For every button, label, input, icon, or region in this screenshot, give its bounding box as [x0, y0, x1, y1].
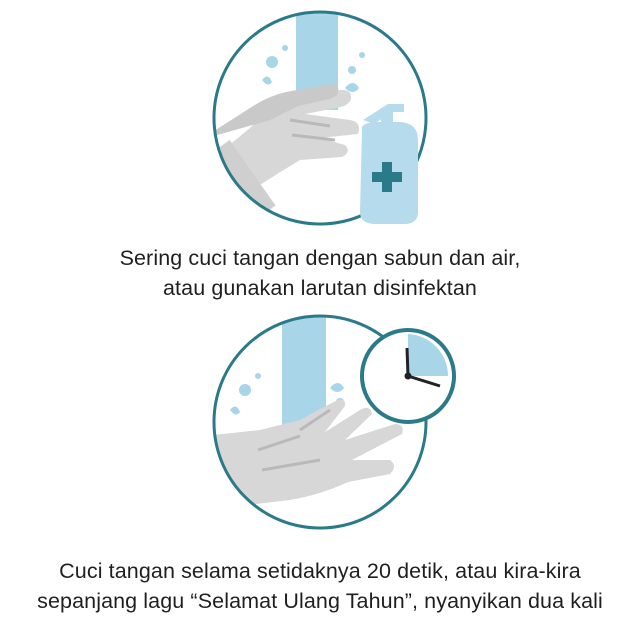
soap-bottle-icon [360, 104, 418, 224]
hand-timer-illustration [0, 310, 640, 560]
caption-line: Sering cuci tangan dengan sabun dan air, [119, 246, 521, 270]
hands-washing-icon [180, 0, 365, 240]
step-2-caption [0, 556, 640, 616]
caption-line: atau gunakan larutan disinfektan [163, 276, 477, 300]
hand-under-water-icon [205, 310, 403, 510]
step-2 [0, 310, 640, 622]
caption-line: Cuci tangan selama setidaknya 20 detik, atau kira-kira [59, 559, 581, 583]
hands-washing-illustration [0, 0, 640, 240]
step-1-caption [0, 243, 640, 303]
step-1 [0, 0, 640, 300]
clock-icon [362, 330, 454, 422]
caption-line: sepanjang lagu “Selamat Ulang Tahun”, nyanyikan dua kali [37, 589, 603, 613]
